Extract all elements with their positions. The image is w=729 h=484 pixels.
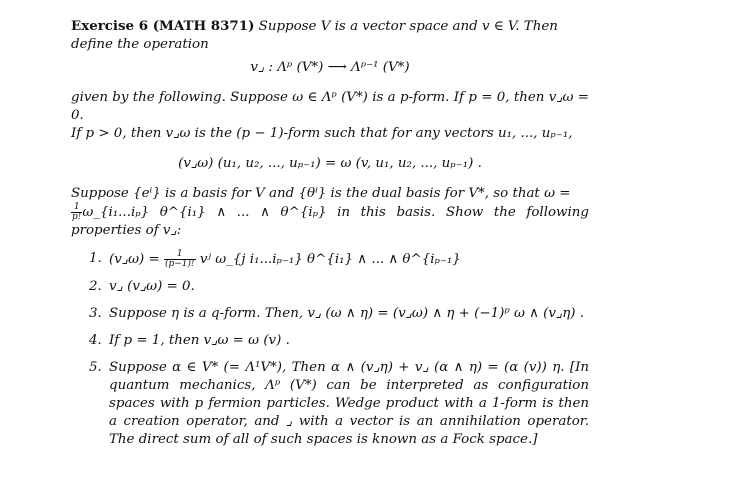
property-number: 4. (89, 333, 102, 348)
exercise-block (71, 17, 589, 458)
property-text: Suppose η is a q-form. Then, v⌟ (ω ∧ η) = (v⌟ω) ∧ η + (−1)ᵖ ω ∧ (v⌟η) . (109, 306, 585, 321)
property-1-lhs: (v⌟ω) = (109, 252, 160, 267)
property-1-fraction (164, 250, 196, 269)
operation-display: v⌟ : Λᵖ (V*) ⟶ Λᵖ⁻¹ (V*) (250, 60, 410, 75)
given-paragraph (71, 89, 589, 143)
exercise-intro (71, 17, 589, 54)
property-number: 5. (89, 360, 102, 375)
basis-fraction-denominator: p! (72, 212, 82, 222)
property-text: Suppose α ∈ V* (= Λ¹V*), Then α ∧ (v⌟η) + v⌟ (α ∧ η) = (α (v)) η. [In quantum mechanics, Λᵖ (V*) can be interpreted as configuration spaces with p fermion particles. Wedge product with a 1-form is then a creation operator, and ⌟ with a vector is an annihilation operator. The direct sum of all of such spaces is known as a Fock space.] (109, 360, 589, 447)
exercise-intro-text: Suppose V is a vector space and v ∈ V. Then (258, 19, 558, 34)
exercise-intro-text-2: define the operation (71, 37, 209, 52)
given-line-2: If p > 0, then v⌟ω is the (p − 1)-form such that for any vectors u₁, ..., uₚ₋₁, (71, 126, 573, 141)
property-item-4 (71, 332, 589, 350)
given-line-1: given by the following. Suppose ω ∈ Λᵖ (V*) is a p-form. If p = 0, then v⌟ω = 0. (71, 90, 589, 123)
basis-fraction (71, 203, 82, 222)
exercise-heading: Exercise 6 (MATH 8371) (71, 18, 255, 34)
property-number: 3. (89, 306, 102, 321)
property-1-fraction-denominator: (p−1)! (164, 259, 195, 269)
basis-fraction-numerator: 1 (71, 203, 82, 213)
property-item-5 (71, 359, 589, 449)
property-number: 1. (89, 251, 102, 266)
basis-line-1: Suppose {eⁱ} is a basis for V and {θⁱ} is the dual basis for V*, so that ω = (71, 186, 571, 201)
basis-paragraph (71, 185, 589, 240)
property-1-fraction-numerator: 1 (164, 250, 196, 260)
property-number: 2. (89, 279, 102, 294)
property-item-1 (71, 250, 589, 269)
properties-list (71, 250, 589, 449)
basis-line-2: ω_{i₁...iₚ} θ^{i₁} ∧ ... ∧ θ^{iₚ} in this basis. Show the following properties of v⌟: (71, 205, 589, 238)
property-text: v⌟ (v⌟ω) = 0. (109, 279, 195, 294)
property-text (109, 250, 589, 269)
property-item-3 (71, 305, 589, 323)
definition-display: (v⌟ω) (u₁, u₂, ..., uₚ₋₁) = ω (v, u₁, u₂, ..., uₚ₋₁) . (178, 156, 482, 171)
property-text: If p = 1, then v⌟ω = ω (v) . (109, 333, 290, 348)
property-1-rhs: vʲ ω_{j i₁...iₚ₋₁} θ^{i₁} ∧ ... ∧ θ^{iₚ₋₁} (199, 252, 461, 267)
property-item-2 (71, 278, 589, 296)
